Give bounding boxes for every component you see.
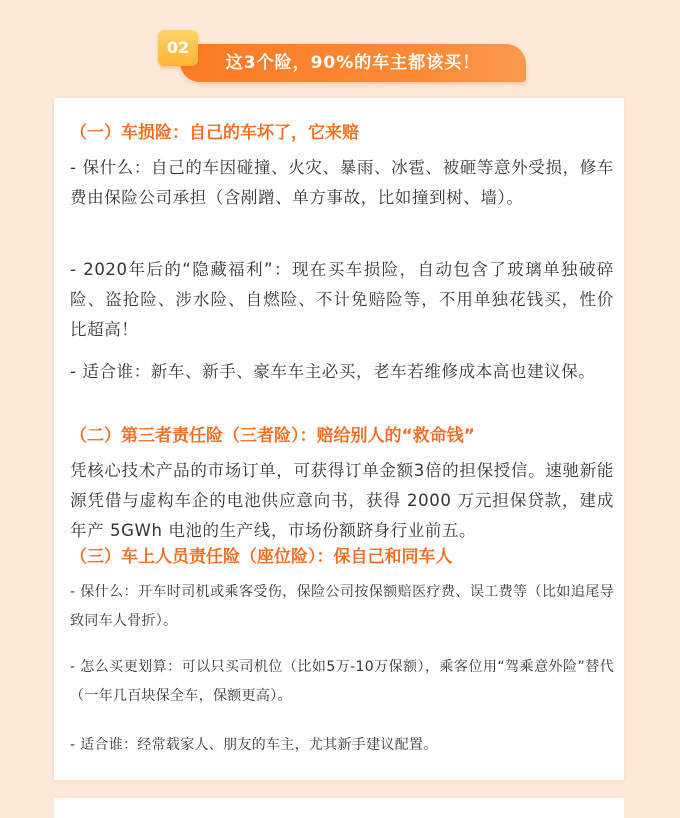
section-3-para-2-wrap (70, 653, 614, 711)
section-2-title-wrap (70, 424, 614, 448)
section-3-para-1-wrap (70, 578, 614, 636)
section-3-para-3-wrap (70, 731, 614, 760)
section-2-para-1-wrap (70, 456, 614, 546)
next-card-edge (54, 798, 624, 818)
section-number-badge: 02 (158, 30, 198, 66)
section-header (158, 30, 526, 86)
section-3-para-1: - 保什么：开车时司机或乘客受伤，保险公司按保额赔医疗费、误工费等（比如追尾导致同车人骨折）。 (70, 584, 614, 629)
section-2-para-1: 凭核心技术产品的市场订单，可获得订单金额3倍的担保授信。速驰新能源凭借与虚构车企的电池供应意向书，获得 2000 万元担保贷款，建成年产 5GWh 电池的生产线，市场份额跻身行业前五。 (70, 461, 614, 540)
section-1-para-1-wrap (70, 153, 614, 213)
section-1-para-1: - 保什么：自己的车因碰撞、火灾、暴雨、冰雹、被砸等意外受损，修车费由保险公司承担（含剐蹭、单方事故，比如撞到树、墙）。 (70, 158, 614, 207)
section-1-title: （一）车损险：自己的车坏了，它来赔 (70, 123, 359, 143)
section-1-para-3: - 适合谁：新车、新手、豪车车主必买，老车若维修成本高也建议保。 (70, 362, 596, 381)
section-3-para-3: - 适合谁：经常载家人、朋友的车主，尤其新手建议配置。 (70, 737, 438, 753)
section-1-para-2: - 2020年后的“隐藏福利”：现在买车损险，自动包含了玻璃单独破碎险、盗抢险、涉水险、自燃险、不计免赔险等，不用单独花钱买，性价比超高！ (70, 260, 614, 339)
section-1-para-3-wrap (70, 357, 614, 387)
section-3-para-2: - 怎么买更划算：可以只买司机位（比如5万-10万保额），乘客位用“驾乘意外险”替代（一年几百块保全车，保额更高）。 (70, 659, 614, 704)
section-1-title-wrap (70, 121, 614, 145)
header-banner (180, 44, 526, 82)
header-title: 这3个险，90%的车主都该买！ (225, 53, 481, 73)
section-3-title-wrap (70, 545, 614, 569)
section-2-title: （二）第三者责任险（三者险）：赔给别人的“救命钱” (70, 426, 475, 446)
section-1-para-2-wrap (70, 255, 614, 345)
section-3-title: （三）车上人员责任险（座位险）：保自己和同车人 (70, 547, 453, 567)
